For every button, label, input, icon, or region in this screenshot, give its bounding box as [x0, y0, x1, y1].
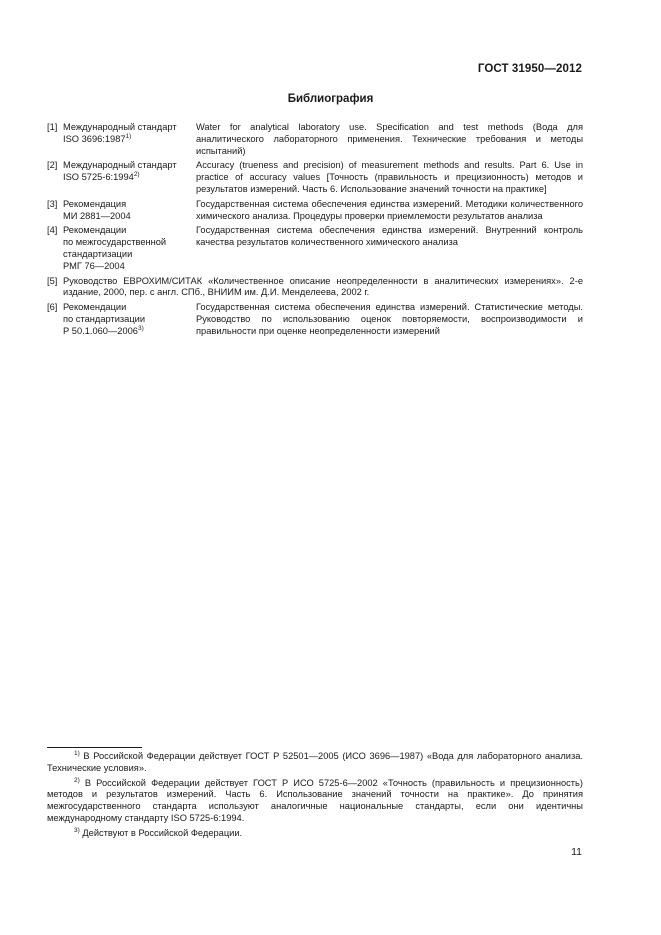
bib-number: [4]: [47, 225, 58, 236]
bib-source: [63, 122, 196, 157]
bib-source-line: [63, 326, 196, 338]
bib-source: [63, 302, 196, 337]
bib-description: Accuracy (trueness and precision) of measurement methods and results. Part 6. Use in practice of accuracy values [Точность (правильность и прецизионность) методов и результатов измерений. Часть 6. Использование значений точности на практике]: [196, 160, 583, 194]
bib-source-line: РМГ 76—2004: [63, 260, 125, 271]
footnote-ref: 2): [133, 171, 140, 179]
bib-source-line: Рекомендация: [63, 198, 127, 209]
bib-source-line: Рекомендации: [63, 225, 127, 236]
bib-source-code: Р 50.1.060—2006: [63, 325, 138, 336]
footnote: [47, 778, 583, 825]
bib-number: [3]: [47, 198, 58, 209]
bib-number: [2]: [47, 160, 58, 171]
bib-entry: [47, 160, 583, 195]
bib-number: [6]: [47, 302, 58, 313]
page-number: 11: [571, 846, 582, 858]
bib-source: [63, 160, 196, 195]
bib-description: Государственная система обеспечения единства измерений. Статистические методы. Руководство по использованию оценок повторяемости, воспроизводимости и правильности при оценке неопределенности измерений: [196, 302, 583, 336]
footnote-text: В Российской Федерации действует ГОСТ Р 52501—2005 (ИСО 3696—1987) «Вода для лабораторного анализа. Технические условия».: [47, 751, 583, 773]
footnote-mark: 2): [74, 776, 80, 784]
footnote-text: В Российской Федерации действует ГОСТ Р ИСО 5725-6—2002 «Точность (правильность и прецизионность) методов и результатов измерений. Часть 6. Использование значений точности на практике». До принятия межгосударственного стандарта используют аналогичные национальные стандарты, если они идентичны международному стандарту ISO 5725-6:1994.: [47, 777, 583, 823]
bib-source-code: ISO 3696:1987: [63, 133, 126, 144]
footnote-ref: 1): [125, 132, 132, 140]
bib-source-line: Международный стандарт: [63, 160, 177, 171]
bib-source-line: МИ 2881—2004: [63, 210, 131, 221]
bib-source: [63, 225, 196, 272]
bib-source-line: по стандартизации: [63, 313, 146, 324]
bib-description: Water for analytical laboratory use. Specification and test methods (Вода для аналитического лабораторного применения. Технические требования и методы испытаний): [196, 122, 583, 156]
footnote-text: Действуют в Российской Федерации.: [79, 827, 243, 838]
bib-number: [1]: [47, 122, 58, 132]
bib-source-line: [63, 172, 196, 184]
bib-description: Государственная система обеспечения единства измерений. Внутренний контроль качества результатов количественного химического анализа: [196, 225, 583, 248]
bib-source-line: по межгосударственной: [63, 237, 167, 248]
bib-source-line: стандартизации: [63, 248, 133, 259]
footnote: [47, 828, 583, 840]
bib-entry: [47, 122, 583, 157]
bib-entry: [47, 199, 583, 223]
bib-description: Государственная система обеспечения единства измерений. Методики количественного химического анализа. Процедуры проверки приемлемости результатов анализа: [196, 198, 583, 221]
bib-entry: [47, 225, 583, 272]
footnote-ref: 3): [137, 324, 144, 332]
document-code: ГОСТ 31950—2012: [477, 63, 582, 75]
footnotes: [47, 751, 583, 843]
bib-source: [63, 199, 196, 223]
footnote-separator: [47, 747, 142, 748]
footnote-mark: 3): [74, 826, 80, 834]
bib-source-code: ISO 5725-6:1994: [63, 172, 134, 183]
section-title: Библиография: [287, 93, 374, 105]
bibliography-list: [47, 122, 583, 341]
bib-full-text: Руководство ЕВРОХИМ/СИТАК «Количественное описание неопределенности в аналитических измерениях». 2-е издание, 2000, пер. с англ. СПб., ВНИИМ им. Д.И. Менделеева, 2002 г.: [63, 275, 583, 298]
bib-source-line: Рекомендации: [63, 302, 127, 313]
bib-entry: [47, 276, 583, 300]
bib-entry: [47, 302, 583, 337]
bib-number: [5]: [47, 275, 58, 286]
footnote: [47, 751, 583, 775]
bib-source-line: [63, 134, 196, 146]
footnote-mark: 1): [74, 750, 80, 757]
bib-source-line: Международный стандарт: [63, 122, 177, 132]
